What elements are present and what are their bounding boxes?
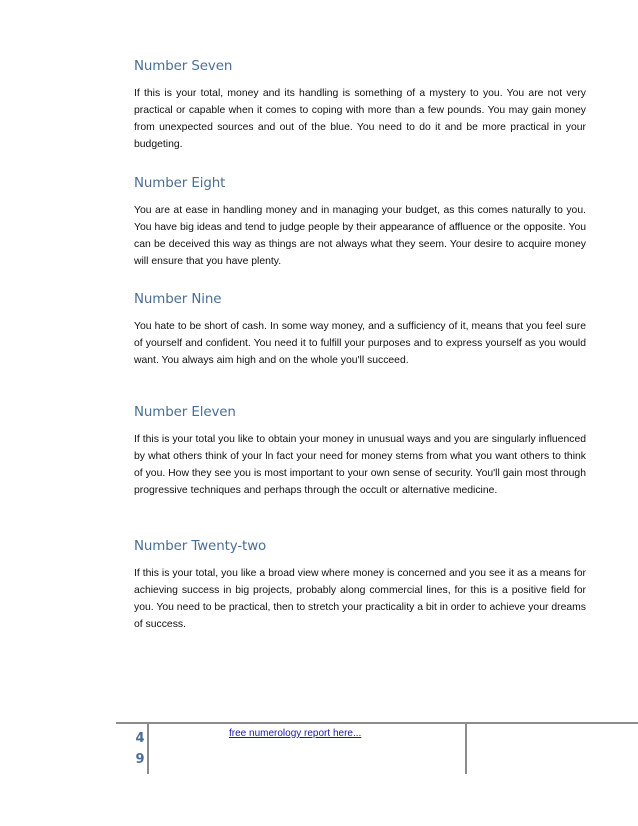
section-body: If this is your total, money and its handling is something of a mystery to you. You are not very practical or capable when it comes to coping with more than a few pounds. You may gain money from unexpected sources and out of the blue. You need to do it and be more practical in your budgeting. [134, 88, 586, 150]
section-body: If this is your total, you like a broad view where money is concerned and you see it as a means for achieving success in big projects, probably along commercial lines, for this is a positive field for you. You need to be practical, then to stretch your practicality a bit in order to achieve your dreams of success. [134, 568, 586, 630]
section-number-twenty-two [134, 538, 586, 633]
page-footer [0, 722, 638, 782]
section-heading: Number Nine [134, 292, 222, 307]
section-number-seven [134, 58, 586, 153]
page-number-digit: 9 [135, 752, 145, 767]
section-heading: Number Twenty-two [134, 539, 267, 554]
footer-column-divider [147, 724, 149, 774]
section-heading: Number Eleven [134, 405, 236, 420]
section-body: You hate to be short of cash. In some way money, and a sufficiency of it, means that you feel sure of yourself and confident. You need it to fulfill your purposes and to express yourself as you would want. You always aim high and on the whole you'll succeed. [134, 321, 586, 366]
section-body: If this is your total you like to obtain your money in unusual ways and you are singularly influenced by what others think of your ln fact your need for money stems from what you want others to think of you. How they see you is most important to your own sense of security. You'll gain most through progressive techniques and perhaps through the occult or alternative medicine. [134, 434, 586, 496]
section-number-eleven [134, 404, 586, 499]
section-number-eight [134, 175, 586, 270]
footer-divider [116, 722, 638, 724]
section-heading: Number Eight [134, 176, 226, 191]
section-number-nine [134, 291, 586, 369]
section-heading: Number Seven [134, 59, 233, 74]
page-number-digit: 4 [135, 731, 145, 746]
section-body: You are at ease in handling money and in managing your budget, as this comes naturally to you. You have big ideas and tend to judge people by their appearance of affluence or the opposite. You can be deceived this way as things are not always what they seem. Your desire to acquire money will ensure that you have plenty. [134, 205, 586, 267]
footer-column-divider [465, 724, 467, 774]
free-report-link[interactable]: free numerology report here... [229, 728, 362, 739]
